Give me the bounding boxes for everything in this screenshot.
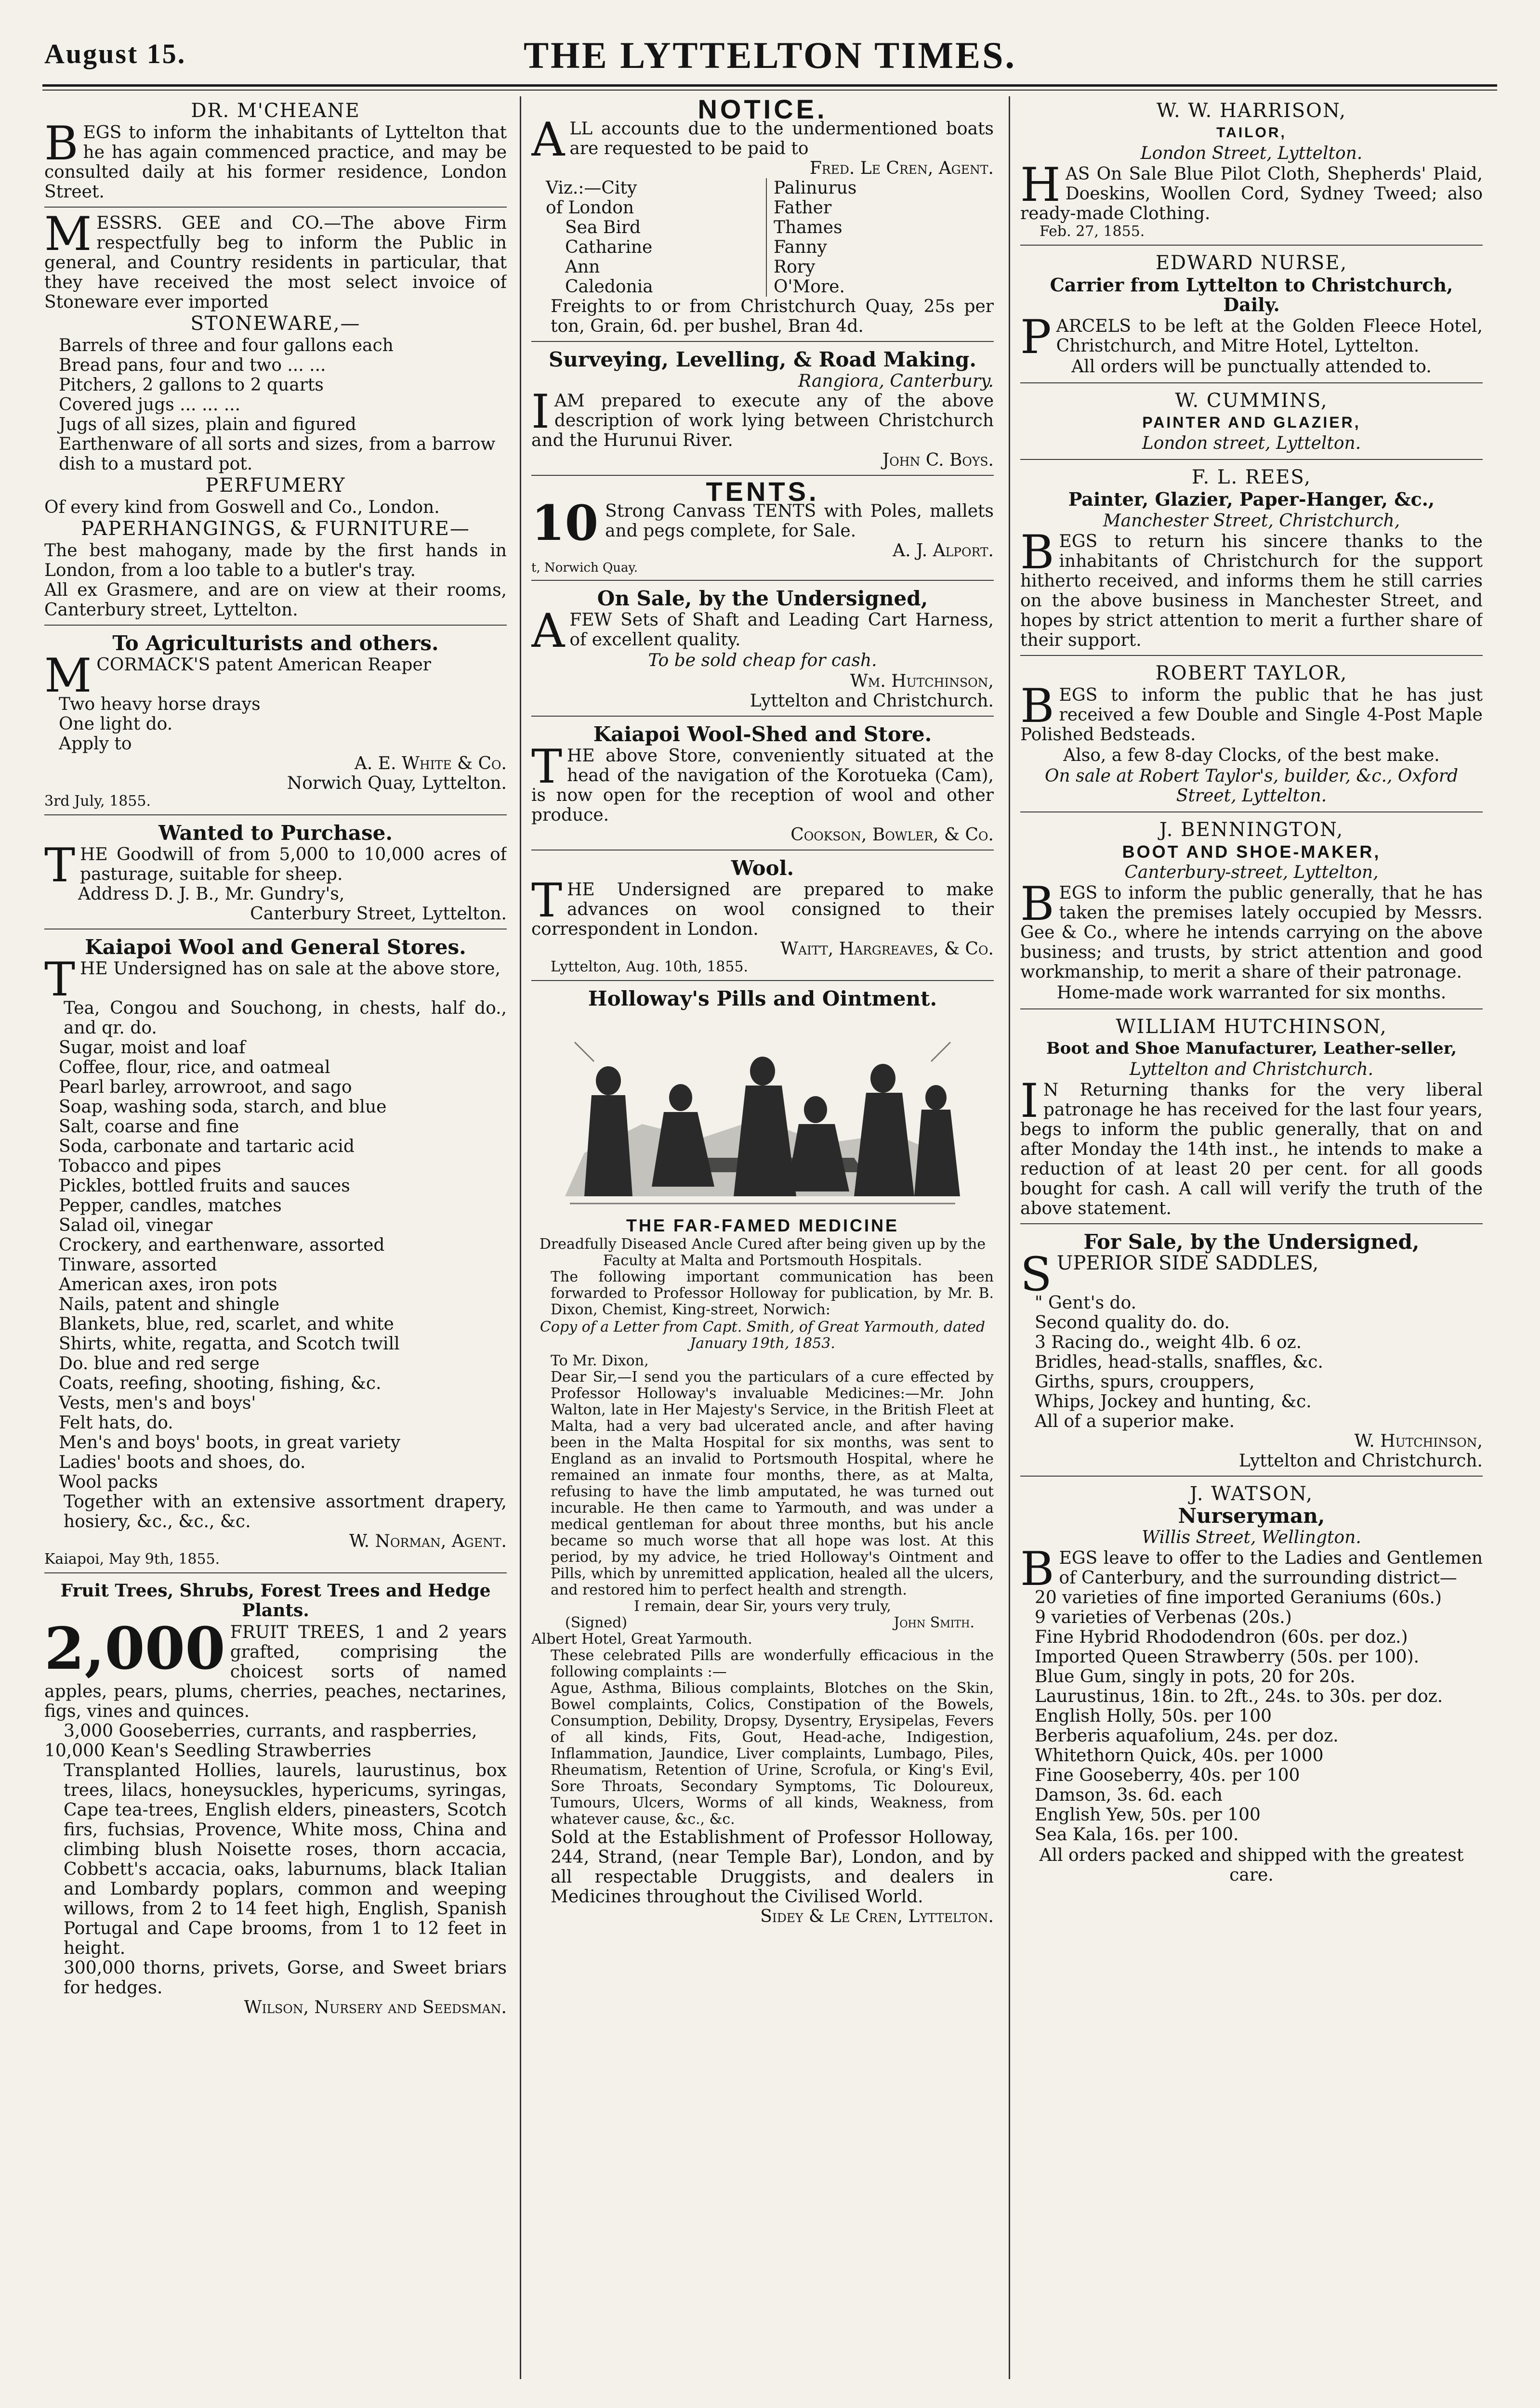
list-item: Fine Gooseberry, 40s. per 100 <box>1035 1766 1300 1785</box>
ad-fruit-trees <box>44 1576 507 2022</box>
column-divider <box>1009 96 1010 2379</box>
ad-agriculturists <box>44 628 507 815</box>
ad-title: Wool. <box>731 856 794 880</box>
drop-cap: P <box>1020 310 1052 364</box>
ad-title: ROBERT TAYLOR, <box>1155 662 1348 684</box>
ad-text: N Returning thanks for the very liberal patronage he has received for the last four years, begs to inform the public generally, that on and after Monday the 14th inst., he intends to make a reduction of at least 20 per cent. for all goods bought for cash. A call will verify the truth of the above statement. <box>1020 1080 1483 1218</box>
list-item: Pepper, candles, matches <box>59 1196 282 1216</box>
drop-cap: S <box>1020 1247 1052 1301</box>
list-item: Blue Gum, singly in pots, 20 for 20s. <box>1035 1667 1356 1687</box>
ad-title: J. BENNINGTON, <box>1159 819 1344 841</box>
list-item: Wool packs <box>59 1472 158 1492</box>
ad-place: Rangiora, Canterbury. <box>798 371 994 391</box>
signature: A. E. White & Co. <box>354 754 507 773</box>
ad-text: EGS leave to offer to the Ladies and Gentlemen of Canterbury, and the surrounding district— <box>1059 1548 1483 1588</box>
list-item: Pickles, bottled fruits and sauces <box>59 1176 350 1196</box>
list-item: Bread pans, four and two ... ... <box>59 355 326 375</box>
ad-nurse <box>1020 249 1483 383</box>
ad-watson <box>1020 1479 1483 1891</box>
list-item: One light do. <box>59 714 173 734</box>
ad-text: 3,000 Gooseberries, currants, and raspberries, <box>64 1721 477 1741</box>
ad-title: Wanted to Purchase. <box>158 821 393 845</box>
list-item: English Yew, 50s. per 100 <box>1035 1805 1261 1825</box>
drop-cap: T <box>531 874 563 928</box>
ad-wool <box>531 853 994 981</box>
ad-date: Feb. 27, 1855. <box>1040 223 1145 240</box>
ad-gee <box>44 207 507 626</box>
ad-title: NOTICE. <box>698 96 828 124</box>
list-item: Bridles, head-stalls, snaffles, &c. <box>1035 1352 1323 1372</box>
address: Canterbury Street, Lyttelton. <box>250 904 507 924</box>
ad-notice <box>531 96 994 342</box>
list-item: Coats, reefing, shooting, fishing, &c. <box>59 1374 382 1393</box>
list-item: Second quality do. do. <box>1035 1313 1230 1333</box>
ad-trade: Nurseryman, <box>1178 1504 1325 1528</box>
ad-harness <box>531 584 994 717</box>
ad-title: DR. M'CHEANE <box>191 100 360 122</box>
list-item: Apply to <box>59 734 132 754</box>
ad-text: The following important communication has been forwarded to Professor Holloway for publication, by Mr. B. Dixon, Chemist, King-street, Norwich: <box>551 1269 994 1318</box>
drop-cap: T <box>44 838 76 892</box>
boat-list <box>531 178 994 297</box>
list-item: Jugs of all sizes, plain and figured <box>59 415 356 434</box>
ad-hutchinson <box>1020 1012 1483 1224</box>
section-head: STONEWARE,— <box>190 313 361 335</box>
big-number: 10 <box>531 495 599 551</box>
ad-text: ESSRS. GEE and CO.—The above Firm respectfully beg to inform the Public in general, and Country residents in particular, that they have received the most select invoice of Stoneware ever imported <box>44 213 507 312</box>
list-item: Pearl barley, arrowroot, and sago <box>59 1077 352 1097</box>
ad-trade: Boot and Shoe Manufacturer, Leather-seller, <box>1046 1039 1457 1058</box>
list-item: Soda, carbonate and tartaric acid <box>59 1137 355 1156</box>
drop-cap: I <box>1020 1074 1039 1128</box>
ad-title: TENTS. <box>706 476 819 507</box>
boat-name: —City of London <box>546 178 637 218</box>
letter-address: Albert Hotel, Great Yarmouth. <box>531 1631 752 1648</box>
boat-name: Father Thames <box>774 198 842 237</box>
ad-address: London street, Lyttelton. <box>1142 433 1361 453</box>
ad-holloway <box>531 984 994 1931</box>
ad-title: Surveying, Levelling, & Road Making. <box>549 348 976 371</box>
boat-name: Sea Bird <box>565 218 641 237</box>
letter-body: Dear Sir,—I send you the particulars of a cure effected by Professor Holloway's invaluable Medicines:—Mr. John Walton, late in Her Majesty's Service, in the British Fleet at Malta, had a very bad ulcerated ancle, and after having been in the Malta Hospital for six months, was sent to England as an invalid to Portsmouth Hospital, where he remained an inmate four months, there, as at Malta, refusing to have the limb amputated, he was turned out incurable. He then came to Yarmouth, and was under a medical gentleman for about three months, but his ancle became so much worse that all hope was lost. At this period, by my advice, he tried Holloway's Ointment and Pills, which by unremitted application, healed all the ulcers, and restored him to perfect health and strength. <box>551 1369 994 1598</box>
list-item: Salad oil, vinegar <box>59 1216 213 1235</box>
signature: Cookson, Bowler, & Co. <box>790 825 994 845</box>
letter-signed: (Signed) <box>565 1614 628 1631</box>
ad-note: To be sold cheap for cash. <box>648 651 877 670</box>
ad-text: Freights to or from Christchurch Quay, 25s per ton, Grain, 6d. per bushel, Bran 4d. <box>551 297 994 336</box>
ad-text: 300,000 thorns, privets, Gorse, and Sweet briars for hedges. <box>64 1958 507 1998</box>
goods-list <box>44 1038 507 1492</box>
signature: Wm. Hutchinson, <box>850 671 994 691</box>
ad-title: EDWARD NURSE, <box>1155 252 1348 274</box>
drop-cap: M <box>44 649 92 703</box>
ad-text: All ex Grasmere, and are on view at their rooms, Canterbury street, Lyttelton. <box>44 580 507 620</box>
ad-tents <box>531 476 994 581</box>
boat-name: Palinurus <box>774 178 857 198</box>
list-item: Salt, coarse and fine <box>59 1117 239 1137</box>
ad-address: London Street, Lyttelton. <box>1140 144 1363 163</box>
ad-text: Of every kind from Goswell and Co., London. <box>44 497 440 517</box>
list-item: Covered jugs ... ... ... <box>59 395 241 415</box>
ad-text: EGS to inform the public generally, that he has taken the premises lately occupied by Messrs. Gee & Co., where he intends carrying on the above business; and trusts, by strict attention and good workmanship, to merit a share of their patronage. <box>1020 883 1483 982</box>
ad-date: 3rd July, 1855. <box>44 793 151 810</box>
column-divider <box>520 96 521 2379</box>
boat-name: Catharine Ann <box>565 237 653 277</box>
ad-text: EGS to inform the inhabitants of Lyttelton that he has again commenced practice, and may be consulted daily at his former residence, London Street. <box>44 123 507 202</box>
list-item: Earthenware of all sorts and sizes, from a barrow dish to a mustard pot. <box>59 434 496 474</box>
signature: W. Norman, Agent. <box>349 1531 507 1551</box>
ad-text: The best mahogany, made by the first hands in London, from a loo table to a butler's tray. <box>44 541 507 580</box>
ad-title: F. L. REES, <box>1191 466 1312 488</box>
plants-list <box>1020 1588 1483 1845</box>
signature: W. Hutchinson, <box>1354 1431 1483 1451</box>
list-item: All of a superior make. <box>1035 1412 1235 1431</box>
letter-closing: I remain, dear Sir, yours very truly, <box>634 1598 891 1615</box>
ad-note: On sale at Robert Taylor's, builder, &c., Oxford Street, Lyttelton. <box>1045 766 1458 806</box>
ad-note: Also, a few 8-day Clocks, of the best make. <box>1063 746 1440 765</box>
list-item: Do. blue and red serge <box>59 1354 260 1374</box>
drop-cap: B <box>1020 877 1054 931</box>
list-item: Damson, 3s. 6d. each <box>1035 1785 1223 1805</box>
image-caption: THE FAR-FAMED MEDICINE <box>626 1216 899 1235</box>
drop-cap: T <box>531 740 563 794</box>
ad-note: All orders packed and shipped with the greatest care. <box>1039 1845 1464 1885</box>
ad-text: EGS to return his sincere thanks to the inhabitants of Christchurch for the support hitherto received, and informs them he still carries on the above business in Manchester Street, and hopes by strict attention to merit a further share of their support. <box>1020 532 1483 650</box>
ad-address: Willis Street, Wellington. <box>1142 1528 1361 1547</box>
boat-name: Fanny <box>774 237 827 257</box>
list-item: Sea Kala, 16s. per 100. <box>1035 1825 1239 1845</box>
signature: Waitt, Hargreaves, & Co. <box>780 939 994 959</box>
list-item: 20 varieties of fine imported Geraniums (60s.) <box>1035 1588 1442 1608</box>
ad-title: Kaiapoi Wool and General Stores. <box>85 935 466 959</box>
drop-cap: B <box>1020 1542 1054 1596</box>
ad-trade: PAINTER AND GLAZIER, <box>1142 414 1361 431</box>
ad-title: For Sale, by the Undersigned, <box>1083 1230 1420 1254</box>
ad-trade: Carrier from Lyttelton to Christchurch, Daily. <box>1050 274 1453 315</box>
ad-title: J. WATSON, <box>1189 1483 1314 1505</box>
list-item: Whips, Jockey and hunting, &c. <box>1035 1392 1312 1412</box>
ad-text: ARCELS to be left at the Golden Fleece Hotel, Christchurch, and Mitre Hotel, Lyttelton. <box>1056 316 1483 356</box>
list-item: " Gent's do. <box>1035 1293 1137 1313</box>
signature: Sidey & Le Cren, Lyttelton. <box>760 1907 994 1926</box>
ad-text: These celebrated Pills are wonderfully efficacious in the following complaints :— <box>551 1647 994 1680</box>
letter-heading: Copy of a Letter from Capt. Smith, of Great Yarmouth, dated January 19th, 1853. <box>540 1319 986 1352</box>
list-item: Crockery, and earthenware, assorted <box>59 1235 385 1255</box>
ad-cummins <box>1020 386 1483 460</box>
ad-note: All orders will be punctually attended to. <box>1071 357 1432 377</box>
ad-text: 10,000 Kean's Seedling Strawberries <box>44 1741 371 1761</box>
address: Address D. J. B., Mr. Gundry's, <box>78 884 345 904</box>
drop-cap: I <box>531 385 550 439</box>
drop-cap: B <box>1020 679 1054 733</box>
ad-address: Manchester Street, Christchurch, <box>1103 511 1400 531</box>
ad-text: FRUIT TREES, 1 and 2 years grafted, comprising the choicest sorts of named apples, pears, plums, cherries, peaches, nectarines, figs, vines and quinces. <box>44 1623 507 1721</box>
ad-text: FEW Sets of Shaft and Leading Cart Harness, of excellent quality. <box>569 610 994 650</box>
ad-text: Sold at the Establishment of Professor Holloway, 244, Strand, (near Temple Bar), London, and by all respectable Druggists, and dealers in Medicines throughout the Civilised World. <box>551 1828 994 1907</box>
drop-cap: A <box>531 113 565 167</box>
ad-text: EGS to inform the public that he has just received a few Double and Single 4-Post Maple Polished Bedsteads. <box>1020 685 1483 745</box>
ad-text: LL accounts due to the undermentioned boats are requested to be paid to <box>569 119 994 158</box>
ad-trade: Painter, Glazier, Paper-Hanger, &c., <box>1068 488 1435 510</box>
list-item: 3 Racing do., weight 4lb. 6 oz. <box>1035 1333 1302 1352</box>
list-item: Men's and boys' boots, in great variety <box>59 1433 401 1453</box>
signature: Fred. Le Cren, Agent. <box>809 158 994 178</box>
ad-address: Canterbury-street, Lyttelton, <box>1124 863 1379 882</box>
list-item: Girths, spurs, crouppers, <box>1035 1372 1255 1392</box>
ad-title: WILLIAM HUTCHINSON, <box>1116 1016 1387 1038</box>
viz-label: Viz.: <box>546 178 584 198</box>
drop-cap: M <box>44 207 92 261</box>
ad-title: Kaiapoi Wool-Shed and Store. <box>593 722 932 746</box>
list-item: Tobacco and pipes <box>59 1156 222 1176</box>
ad-surveying <box>531 345 994 476</box>
list-item: Shirts, white, regatta, and Scotch twill <box>59 1334 400 1354</box>
section-head: PERFUMERY <box>205 474 346 497</box>
list-item: Whitethorn Quick, 40s. per 1000 <box>1035 1746 1324 1766</box>
signature-address: Norwich Quay, Lyttelton. <box>287 773 507 793</box>
column-3 <box>1020 96 1483 2379</box>
list-item: Soap, washing soda, starch, and blue <box>59 1097 387 1117</box>
ad-text: CORMACK'S patent American Reaper <box>96 655 431 675</box>
ad-text: Tea, Congou and Souchong, in chests, half do., and qr. do. <box>64 998 507 1038</box>
ad-text: HE Undersigned has on sale at the above store, <box>80 959 500 979</box>
signature: A. J. Alport. <box>893 541 994 561</box>
drop-cap: T <box>44 953 76 1007</box>
ad-date: Kaiapoi, May 9th, 1855. <box>44 1551 220 1568</box>
list-item: Laurustinus, 18in. to 2ft., 24s. to 30s. per doz. <box>1035 1687 1443 1706</box>
drop-cap: B <box>1020 525 1054 579</box>
list-item: Barrels of three and four gallons each <box>59 336 394 355</box>
list-item: Two heavy horse drays <box>59 694 261 714</box>
signature-address: Lyttelton and Christchurch. <box>1238 1451 1483 1471</box>
list-item: 9 varieties of Verbenas (20s.) <box>1035 1608 1292 1627</box>
ad-trade: TAILOR, <box>1216 125 1287 141</box>
signature: John C. Boys. <box>882 450 994 470</box>
list-item: Felt hats, do. <box>59 1413 173 1433</box>
ad-rees <box>1020 463 1483 656</box>
column-2 <box>531 96 994 2379</box>
ad-trade: BOOT AND SHOE-MAKER, <box>1122 842 1381 862</box>
ad-text: AM prepared to execute any of the above description of work lying between Christchurch and the Hurunui River. <box>531 391 994 450</box>
ad-saddles <box>1020 1227 1483 1477</box>
list-item: Imported Queen Strawberry (50s. per 100). <box>1035 1647 1420 1667</box>
boat-name: Rory O'More. <box>774 257 845 297</box>
ad-note: Home-made work warranted for six months. <box>1056 983 1447 1003</box>
ad-title: W. CUMMINS, <box>1175 390 1328 412</box>
signature-address: Lyttelton and Christchurch. <box>750 691 994 711</box>
ad-cheane <box>44 96 507 208</box>
ad-text: Together with an extensive assortment drapery, hosiery, &c., &c., &c. <box>64 1492 507 1531</box>
list-item: American axes, iron pots <box>59 1275 277 1295</box>
list-item: English Holly, 50s. per 100 <box>1035 1706 1272 1726</box>
masthead-rule <box>42 84 1497 91</box>
engraving-illustration <box>555 1013 970 1211</box>
list-item: Fine Hybrid Rhododendron (60s. per doz.) <box>1035 1627 1408 1647</box>
drop-cap: B <box>44 117 79 170</box>
list-item: Nails, patent and shingle <box>59 1295 280 1314</box>
letter-salutation: To Mr. Dixon, <box>551 1352 649 1369</box>
list-item: Pitchers, 2 gallons to 2 quarts <box>59 375 324 395</box>
ad-title: On Sale, by the Undersigned, <box>597 587 928 610</box>
ad-text: Strong Canvass TENTS with Poles, mallets and pegs complete, for Sale. <box>605 501 994 541</box>
ad-text: Transplanted Hollies, laurels, laurustinus, box trees, lilacs, honeysuckles, hypericums, syringas, Cape tea-trees, English elders, pineasters, Scotch firs, fuchsias, Provence, White moss, China and climbing blush Noisette roses, thorn accacia, Cobbett's accacia, oaks, laburnums, black Italian and Lombardy poplars, common and weeping willows, from 2 to 14 feet high, English, Spanish Portugal and Cape brooms, from 1 to 12 feet in height. <box>64 1761 507 1958</box>
list-item: Ladies' boots and shoes, do. <box>59 1453 306 1472</box>
stoneware-list <box>44 336 507 474</box>
ad-taylor <box>1020 659 1483 812</box>
newspaper-title: THE LYTTELTON TIMES. <box>524 34 1016 76</box>
ad-harrison <box>1020 96 1483 246</box>
signature: Wilson, Nursery and Seedsman. <box>244 1998 507 2017</box>
ad-address: Lyttelton and Christchurch. <box>1129 1060 1374 1079</box>
list-item: Berberis aquafolium, 24s. per doz. <box>1035 1726 1339 1746</box>
drop-cap: H <box>1020 158 1061 212</box>
ad-title: Fruit Trees, Shrubs, Forest Trees and Hedge Plants. <box>60 1581 491 1621</box>
ad-woolshed <box>531 720 994 851</box>
ad-title: W. W. HARRISON, <box>1156 100 1347 122</box>
drop-cap: A <box>531 604 565 658</box>
ad-kaiapoi-stores <box>44 932 507 1573</box>
boat-name: Caledonia <box>565 277 653 297</box>
ad-text: HE Undersigned are prepared to make advances on wool consigned to their correspondent in London. <box>531 880 994 939</box>
ad-title: To Agriculturists and others. <box>112 631 439 655</box>
column-1 <box>44 96 507 2379</box>
ad-lead: Dreadfully Diseased Ancle Cured after being given up by the Faculty at Malta and Portsmouth Hospitals. <box>539 1236 986 1269</box>
list-item: Blankets, blue, red, scarlet, and white <box>59 1314 394 1334</box>
saddles-list <box>1020 1293 1483 1431</box>
list-item: Tinware, assorted <box>59 1255 217 1275</box>
ad-address: t, Norwich Quay. <box>531 561 638 575</box>
complaints-list: Ague, Asthma, Bilious complaints, Blotches on the Skin, Bowel complaints, Colics, Constipation of the Bowels, Consumption, Debility, Dropsy, Dysentry, Erysipelas, Fevers of all kinds, Fits, Gout, Head-ache, Indigestion, Inflammation, Jaundice, Liver complaints, Lumbago, Piles, Rheumatism, Retention of Urine, Scrofula, or King's Evil, Sore Throats, Secondary Symptoms, Tic Doloureux, Tumours, Ulcers, Worms of all kinds, Weakness, from whatever cause, &c., &c. <box>551 1680 994 1828</box>
ad-text: HE Goodwill of from 5,000 to 10,000 acres of pasturage, suitable for sheep. <box>80 845 507 884</box>
ad-title: Holloway's Pills and Ointment. <box>588 987 937 1010</box>
ad-bennington <box>1020 815 1483 1009</box>
section-head: PAPERHANGINGS, & FURNITURE— <box>81 518 470 540</box>
letter-signer: John Smith. <box>894 1614 974 1631</box>
issue-date: August 15. <box>44 38 186 69</box>
ad-text: AS On Sale Blue Pilot Cloth, Shepherds' Plaid, Doeskins, Woollen Cord, Sydney Tweed; also ready-made Clothing. <box>1020 164 1483 223</box>
list-item: Vests, men's and boys' <box>59 1393 256 1413</box>
list-item: Coffee, flour, rice, and oatmeal <box>59 1058 330 1077</box>
big-number: 2,000 <box>44 1615 225 1683</box>
ad-wanted <box>44 818 507 929</box>
list-item: Sugar, moist and loaf <box>59 1038 246 1058</box>
ad-date: Lyttelton, Aug. 10th, 1855. <box>551 958 749 975</box>
ad-text: HE above Store, conveniently situated at the head of the navigation of the Korotueka (Cam), is now open for the reception of wool and other produce. <box>531 746 994 825</box>
ad-text: UPERIOR SIDE SADDLES, <box>1056 1252 1319 1274</box>
